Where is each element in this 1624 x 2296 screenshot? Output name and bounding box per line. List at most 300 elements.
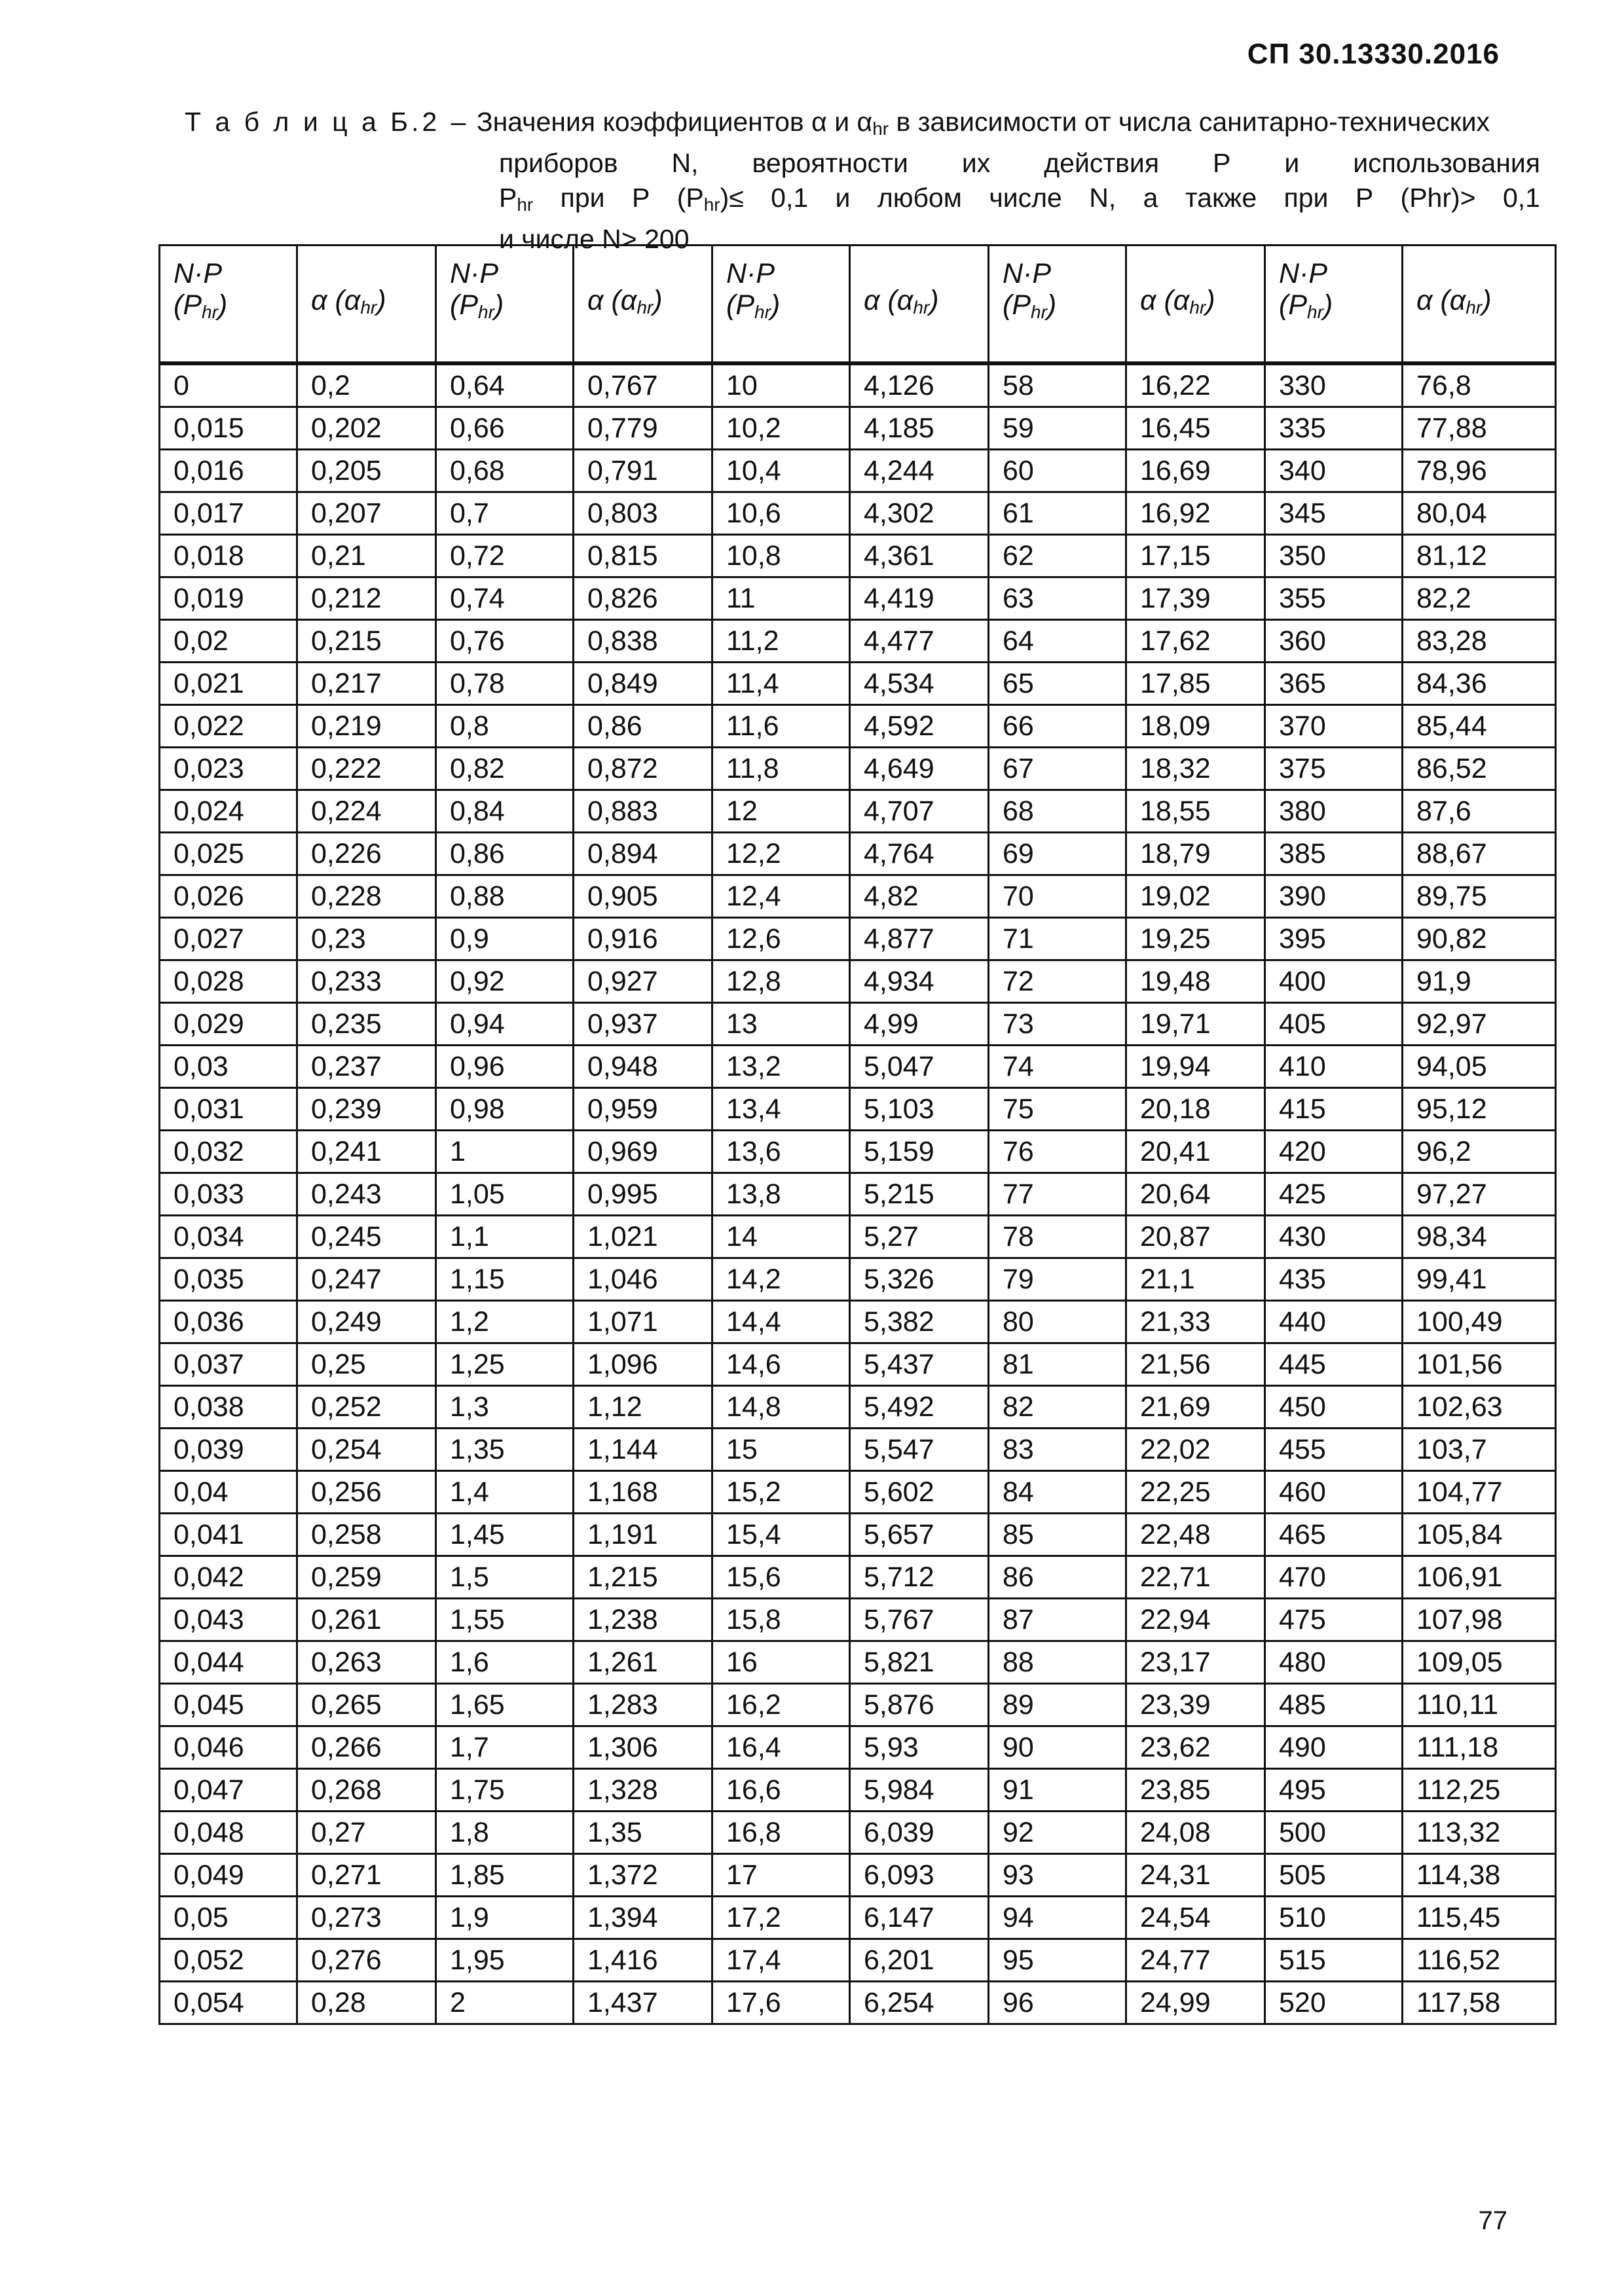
document-code: СП 30.13330.2016 [1247, 38, 1500, 70]
np-cell: 67 [989, 748, 1126, 790]
table-row [160, 1173, 1556, 1216]
table-row [160, 748, 1556, 790]
alpha-cell: 0,905 [574, 875, 712, 918]
np-cell: 0,032 [160, 1131, 297, 1173]
np-cell: 0 [160, 363, 297, 407]
np-cell: 0,78 [436, 663, 574, 705]
np-cell: 85 [989, 1514, 1126, 1556]
np-cell: 0,021 [160, 663, 297, 705]
alpha-cell: 6,254 [850, 1982, 989, 2024]
np-cell: 13,8 [712, 1173, 850, 1216]
alpha-cell: 111,18 [1403, 1726, 1556, 1769]
alpha-cell: 0,224 [297, 790, 436, 833]
np-cell: 1,8 [436, 1812, 574, 1854]
table-row [160, 663, 1556, 705]
np-cell: 1,15 [436, 1258, 574, 1301]
alpha-cell: 19,71 [1126, 1003, 1265, 1046]
alpha-cell: 4,707 [850, 790, 989, 833]
np-cell: 0,046 [160, 1726, 297, 1769]
np-cell: 96 [989, 1982, 1126, 2024]
alpha-cell: 1,215 [574, 1556, 712, 1599]
alpha-cell: 1,046 [574, 1258, 712, 1301]
np-cell: 15,4 [712, 1514, 850, 1556]
np-cell: 380 [1265, 790, 1403, 833]
np-cell: 490 [1265, 1726, 1403, 1769]
table-row [160, 1343, 1556, 1386]
header-alpha-2: α $(\alpha_{hr})$ [574, 246, 712, 364]
table-row [160, 1514, 1556, 1556]
alpha-cell: 5,437 [850, 1343, 989, 1386]
alpha-cell: 0,883 [574, 790, 712, 833]
np-cell: 12 [712, 790, 850, 833]
alpha-cell: 5,657 [850, 1514, 989, 1556]
np-cell: 13,6 [712, 1131, 850, 1173]
np-cell: 12,8 [712, 960, 850, 1003]
alpha-cell: 16,69 [1126, 450, 1265, 492]
alpha-cell: 0,27 [297, 1812, 436, 1854]
np-cell: 1,7 [436, 1726, 574, 1769]
np-cell: 480 [1265, 1641, 1403, 1684]
alpha-cell: 0,21 [297, 535, 436, 577]
caption-line-3 [499, 181, 1540, 222]
np-cell: 500 [1265, 1812, 1403, 1854]
np-cell: 0,74 [436, 577, 574, 620]
alpha-cell: 99,41 [1403, 1258, 1556, 1301]
alpha-cell: 16,45 [1126, 407, 1265, 450]
alpha-cell: 1,437 [574, 1982, 712, 2024]
alpha-cell: 0,266 [297, 1726, 436, 1769]
np-cell: 385 [1265, 833, 1403, 875]
alpha-cell: 85,44 [1403, 705, 1556, 748]
np-cell: 11,2 [712, 620, 850, 663]
np-cell: 59 [989, 407, 1126, 450]
alpha-cell: 24,31 [1126, 1854, 1265, 1897]
alpha-cell: 116,52 [1403, 1939, 1556, 1982]
header-np-4: N·P $(P_{hr})$ [989, 246, 1126, 364]
alpha-cell: 0,948 [574, 1046, 712, 1088]
alpha-cell: 0,28 [297, 1982, 436, 2024]
alpha-cell: 5,712 [850, 1556, 989, 1599]
table-row [160, 960, 1556, 1003]
alpha-cell: 0,2 [297, 363, 436, 407]
alpha-cell: 0,276 [297, 1939, 436, 1982]
table-header-row [160, 246, 1556, 364]
alpha-cell: 101,56 [1403, 1343, 1556, 1386]
alpha-cell: 5,602 [850, 1471, 989, 1514]
np-cell: 10 [712, 363, 850, 407]
table-row [160, 833, 1556, 875]
np-cell: 475 [1265, 1599, 1403, 1641]
table-row [160, 363, 1556, 407]
alpha-cell: 0,222 [297, 748, 436, 790]
table-row [160, 875, 1556, 918]
alpha-cell: 4,185 [850, 407, 989, 450]
alpha-cell: 22,25 [1126, 1471, 1265, 1514]
np-cell: 76 [989, 1131, 1126, 1173]
alpha-cell: 1,12 [574, 1386, 712, 1429]
np-cell: 520 [1265, 1982, 1403, 2024]
alpha-cell: 24,08 [1126, 1812, 1265, 1854]
np-cell: 435 [1265, 1258, 1403, 1301]
alpha-cell: 78,96 [1403, 450, 1556, 492]
np-cell: 1,3 [436, 1386, 574, 1429]
alpha-cell: 76,8 [1403, 363, 1556, 407]
alpha-cell: 0,212 [297, 577, 436, 620]
np-cell: 0,028 [160, 960, 297, 1003]
np-cell: 15,6 [712, 1556, 850, 1599]
np-cell: 0,016 [160, 450, 297, 492]
alpha-cell: 0,217 [297, 663, 436, 705]
table-row [160, 1471, 1556, 1514]
table-row [160, 1088, 1556, 1131]
alpha-cell: 98,34 [1403, 1216, 1556, 1258]
alpha-cell: 4,764 [850, 833, 989, 875]
np-cell: 95 [989, 1939, 1126, 1982]
alpha-cell: 0,937 [574, 1003, 712, 1046]
np-cell: 0,72 [436, 535, 574, 577]
np-cell: 61 [989, 492, 1126, 535]
alpha-cell: 4,477 [850, 620, 989, 663]
np-cell: 16,8 [712, 1812, 850, 1854]
caption-line-4: и числе N> 200 [499, 224, 690, 254]
np-cell: 63 [989, 577, 1126, 620]
alpha-cell: 18,55 [1126, 790, 1265, 833]
table-row [160, 577, 1556, 620]
np-cell: 15 [712, 1429, 850, 1471]
alpha-cell: 4,302 [850, 492, 989, 535]
np-cell: 84 [989, 1471, 1126, 1514]
alpha-cell: 0,226 [297, 833, 436, 875]
np-cell: 1,6 [436, 1641, 574, 1684]
np-cell: 350 [1265, 535, 1403, 577]
table-row [160, 620, 1556, 663]
np-cell: 16 [712, 1641, 850, 1684]
alpha-cell: 80,04 [1403, 492, 1556, 535]
alpha-cell: 5,492 [850, 1386, 989, 1429]
np-cell: 78 [989, 1216, 1126, 1258]
table-row [160, 705, 1556, 748]
alpha-cell: 19,25 [1126, 918, 1265, 960]
alpha-cell: 86,52 [1403, 748, 1556, 790]
np-cell: 450 [1265, 1386, 1403, 1429]
np-cell: 10,2 [712, 407, 850, 450]
alpha-cell: 24,99 [1126, 1982, 1265, 2024]
alpha-cell: 23,39 [1126, 1684, 1265, 1726]
caption-sub: hr [872, 118, 889, 139]
alpha-cell: 0,202 [297, 407, 436, 450]
np-cell: 10,6 [712, 492, 850, 535]
alpha-cell: 83,28 [1403, 620, 1556, 663]
np-cell: 13,4 [712, 1088, 850, 1131]
alpha-cell: 0,791 [574, 450, 712, 492]
np-cell: 345 [1265, 492, 1403, 535]
table-row [160, 1897, 1556, 1939]
alpha-cell: 6,201 [850, 1939, 989, 1982]
alpha-cell: 6,147 [850, 1897, 989, 1939]
np-cell: 13,2 [712, 1046, 850, 1088]
table-row [160, 1556, 1556, 1599]
alpha-cell: 4,534 [850, 663, 989, 705]
alpha-cell: 87,6 [1403, 790, 1556, 833]
coefficient-table [158, 244, 1557, 2025]
alpha-cell: 5,767 [850, 1599, 989, 1641]
alpha-cell: 0,849 [574, 663, 712, 705]
np-cell: 0,041 [160, 1514, 297, 1556]
np-cell: 82 [989, 1386, 1126, 1429]
np-cell: 0,027 [160, 918, 297, 960]
np-cell: 360 [1265, 620, 1403, 663]
alpha-cell: 5,547 [850, 1429, 989, 1471]
alpha-cell: 5,93 [850, 1726, 989, 1769]
np-cell: 0,048 [160, 1812, 297, 1854]
alpha-cell: 0,252 [297, 1386, 436, 1429]
np-cell: 0,038 [160, 1386, 297, 1429]
caption-label: Т а б л и ц а Б.2 – [185, 107, 470, 137]
alpha-cell: 1,144 [574, 1429, 712, 1471]
np-cell: 0,035 [160, 1258, 297, 1301]
alpha-cell: 105,84 [1403, 1514, 1556, 1556]
np-cell: 16,4 [712, 1726, 850, 1769]
np-cell: 16,2 [712, 1684, 850, 1726]
np-cell: 1,95 [436, 1939, 574, 1982]
np-cell: 405 [1265, 1003, 1403, 1046]
np-cell: 17,2 [712, 1897, 850, 1939]
alpha-cell: 1,021 [574, 1216, 712, 1258]
alpha-cell: 0,239 [297, 1088, 436, 1131]
alpha-cell: 5,382 [850, 1301, 989, 1343]
alpha-cell: 0,241 [297, 1131, 436, 1173]
np-cell: 0,82 [436, 748, 574, 790]
alpha-cell: 91,9 [1403, 960, 1556, 1003]
np-cell: 69 [989, 833, 1126, 875]
caption-l3-c: )≤ 0,1 и любом числе N, а также при Р (Phr)> 0,1 [720, 183, 1540, 213]
np-cell: 410 [1265, 1046, 1403, 1088]
np-cell: 1,25 [436, 1343, 574, 1386]
alpha-cell: 20,87 [1126, 1216, 1265, 1258]
alpha-cell: 92,97 [1403, 1003, 1556, 1046]
alpha-cell: 104,77 [1403, 1471, 1556, 1514]
np-cell: 0,04 [160, 1471, 297, 1514]
np-cell: 72 [989, 960, 1126, 1003]
alpha-cell: 4,361 [850, 535, 989, 577]
np-cell: 370 [1265, 705, 1403, 748]
alpha-cell: 0,207 [297, 492, 436, 535]
alpha-cell: 103,7 [1403, 1429, 1556, 1471]
np-cell: 0,86 [436, 833, 574, 875]
alpha-cell: 97,27 [1403, 1173, 1556, 1216]
np-cell: 12,2 [712, 833, 850, 875]
np-cell: 66 [989, 705, 1126, 748]
alpha-cell: 16,22 [1126, 363, 1265, 407]
alpha-cell: 0,263 [297, 1641, 436, 1684]
np-cell: 0,9 [436, 918, 574, 960]
np-cell: 14,6 [712, 1343, 850, 1386]
np-cell: 11,4 [712, 663, 850, 705]
alpha-cell: 1,238 [574, 1599, 712, 1641]
np-cell: 14 [712, 1216, 850, 1258]
np-cell: 70 [989, 875, 1126, 918]
np-cell: 0,033 [160, 1173, 297, 1216]
np-cell: 1,45 [436, 1514, 574, 1556]
alpha-cell: 77,88 [1403, 407, 1556, 450]
alpha-cell: 23,62 [1126, 1726, 1265, 1769]
alpha-cell: 5,103 [850, 1088, 989, 1131]
np-cell: 0,05 [160, 1897, 297, 1939]
table-row [160, 407, 1556, 450]
alpha-cell: 117,58 [1403, 1982, 1556, 2024]
alpha-cell: 1,071 [574, 1301, 712, 1343]
alpha-cell: 0,235 [297, 1003, 436, 1046]
np-cell: 81 [989, 1343, 1126, 1386]
table-row [160, 1046, 1556, 1088]
header-np-1: N·P $(P_{hr})$ [160, 246, 297, 364]
alpha-cell: 17,39 [1126, 577, 1265, 620]
alpha-cell: 106,91 [1403, 1556, 1556, 1599]
table-row [160, 1641, 1556, 1684]
np-cell: 460 [1265, 1471, 1403, 1514]
header-alpha-4: α $(\alpha_{hr})$ [1126, 246, 1265, 364]
alpha-cell: 110,11 [1403, 1684, 1556, 1726]
alpha-cell: 19,02 [1126, 875, 1265, 918]
np-cell: 0,66 [436, 407, 574, 450]
alpha-cell: 88,67 [1403, 833, 1556, 875]
np-cell: 375 [1265, 748, 1403, 790]
alpha-cell: 0,916 [574, 918, 712, 960]
np-cell: 0,044 [160, 1641, 297, 1684]
np-cell: 75 [989, 1088, 1126, 1131]
np-cell: 0,8 [436, 705, 574, 748]
table-row [160, 1769, 1556, 1812]
alpha-cell: 0,219 [297, 705, 436, 748]
alpha-cell: 0,815 [574, 535, 712, 577]
alpha-cell: 102,63 [1403, 1386, 1556, 1429]
alpha-cell: 4,649 [850, 748, 989, 790]
table-row [160, 1003, 1556, 1046]
alpha-cell: 84,36 [1403, 663, 1556, 705]
np-cell: 505 [1265, 1854, 1403, 1897]
np-cell: 0,034 [160, 1216, 297, 1258]
np-cell: 10,8 [712, 535, 850, 577]
np-cell: 14,2 [712, 1258, 850, 1301]
np-cell: 0,018 [160, 535, 297, 577]
np-cell: 0,042 [160, 1556, 297, 1599]
alpha-cell: 22,71 [1126, 1556, 1265, 1599]
alpha-cell: 0,25 [297, 1343, 436, 1386]
np-cell: 17,4 [712, 1939, 850, 1982]
np-cell: 13 [712, 1003, 850, 1046]
alpha-cell: 82,2 [1403, 577, 1556, 620]
alpha-cell: 0,237 [297, 1046, 436, 1088]
np-cell: 0,047 [160, 1769, 297, 1812]
caption-l3-b: при Р (P [533, 183, 704, 213]
np-cell: 86 [989, 1556, 1126, 1599]
alpha-cell: 20,64 [1126, 1173, 1265, 1216]
np-cell: 65 [989, 663, 1126, 705]
np-cell: 0,054 [160, 1982, 297, 2024]
np-cell: 16,6 [712, 1769, 850, 1812]
alpha-cell: 0,271 [297, 1854, 436, 1897]
np-cell: 74 [989, 1046, 1126, 1088]
np-cell: 17 [712, 1854, 850, 1897]
alpha-cell: 5,159 [850, 1131, 989, 1173]
table-body [160, 363, 1556, 2024]
np-cell: 1,75 [436, 1769, 574, 1812]
np-cell: 0,024 [160, 790, 297, 833]
alpha-cell: 0,256 [297, 1471, 436, 1514]
alpha-cell: 100,49 [1403, 1301, 1556, 1343]
alpha-cell: 96,2 [1403, 1131, 1556, 1173]
alpha-cell: 0,268 [297, 1769, 436, 1812]
alpha-cell: 20,18 [1126, 1088, 1265, 1131]
alpha-cell: 0,959 [574, 1088, 712, 1131]
table-row [160, 450, 1556, 492]
np-cell: 0,037 [160, 1343, 297, 1386]
alpha-cell: 0,779 [574, 407, 712, 450]
np-cell: 0,015 [160, 407, 297, 450]
alpha-cell: 4,877 [850, 918, 989, 960]
header-alpha-3: α $(\alpha_{hr})$ [850, 246, 989, 364]
alpha-cell: 0,767 [574, 363, 712, 407]
np-cell: 10,4 [712, 450, 850, 492]
np-cell: 395 [1265, 918, 1403, 960]
alpha-cell: 19,48 [1126, 960, 1265, 1003]
alpha-cell: 89,75 [1403, 875, 1556, 918]
np-cell: 58 [989, 363, 1126, 407]
np-cell: 60 [989, 450, 1126, 492]
alpha-cell: 0,254 [297, 1429, 436, 1471]
alpha-cell: 0,969 [574, 1131, 712, 1173]
table-row [160, 1939, 1556, 1982]
np-cell: 15,2 [712, 1471, 850, 1514]
caption-line-2: приборов N, вероятности их действия Р и использования [499, 148, 1540, 178]
alpha-cell: 0,258 [297, 1514, 436, 1556]
alpha-cell: 0,259 [297, 1556, 436, 1599]
np-cell: 2 [436, 1982, 574, 2024]
table-row [160, 1258, 1556, 1301]
alpha-cell: 4,244 [850, 450, 989, 492]
caption-text: Значения коэффициентов α и α [469, 107, 873, 137]
table-row [160, 1854, 1556, 1897]
np-cell: 62 [989, 535, 1126, 577]
alpha-cell: 0,995 [574, 1173, 712, 1216]
alpha-cell: 0,23 [297, 918, 436, 960]
alpha-cell: 5,876 [850, 1684, 989, 1726]
alpha-cell: 4,82 [850, 875, 989, 918]
np-cell: 15,8 [712, 1599, 850, 1641]
np-cell: 83 [989, 1429, 1126, 1471]
alpha-cell: 109,05 [1403, 1641, 1556, 1684]
np-cell: 445 [1265, 1343, 1403, 1386]
alpha-cell: 17,85 [1126, 663, 1265, 705]
np-cell: 0,029 [160, 1003, 297, 1046]
alpha-cell: 1,372 [574, 1854, 712, 1897]
alpha-cell: 22,02 [1126, 1429, 1265, 1471]
alpha-cell: 5,27 [850, 1216, 989, 1258]
alpha-cell: 0,803 [574, 492, 712, 535]
np-cell: 77 [989, 1173, 1126, 1216]
np-cell: 440 [1265, 1301, 1403, 1343]
np-cell: 1,1 [436, 1216, 574, 1258]
np-cell: 330 [1265, 363, 1403, 407]
np-cell: 1,35 [436, 1429, 574, 1471]
np-cell: 0,96 [436, 1046, 574, 1088]
alpha-cell: 17,62 [1126, 620, 1265, 663]
header-np-5: N·P $(P_{hr})$ [1265, 246, 1403, 364]
np-cell: 0,98 [436, 1088, 574, 1131]
np-cell: 1,55 [436, 1599, 574, 1641]
alpha-cell: 17,15 [1126, 535, 1265, 577]
np-cell: 485 [1265, 1684, 1403, 1726]
